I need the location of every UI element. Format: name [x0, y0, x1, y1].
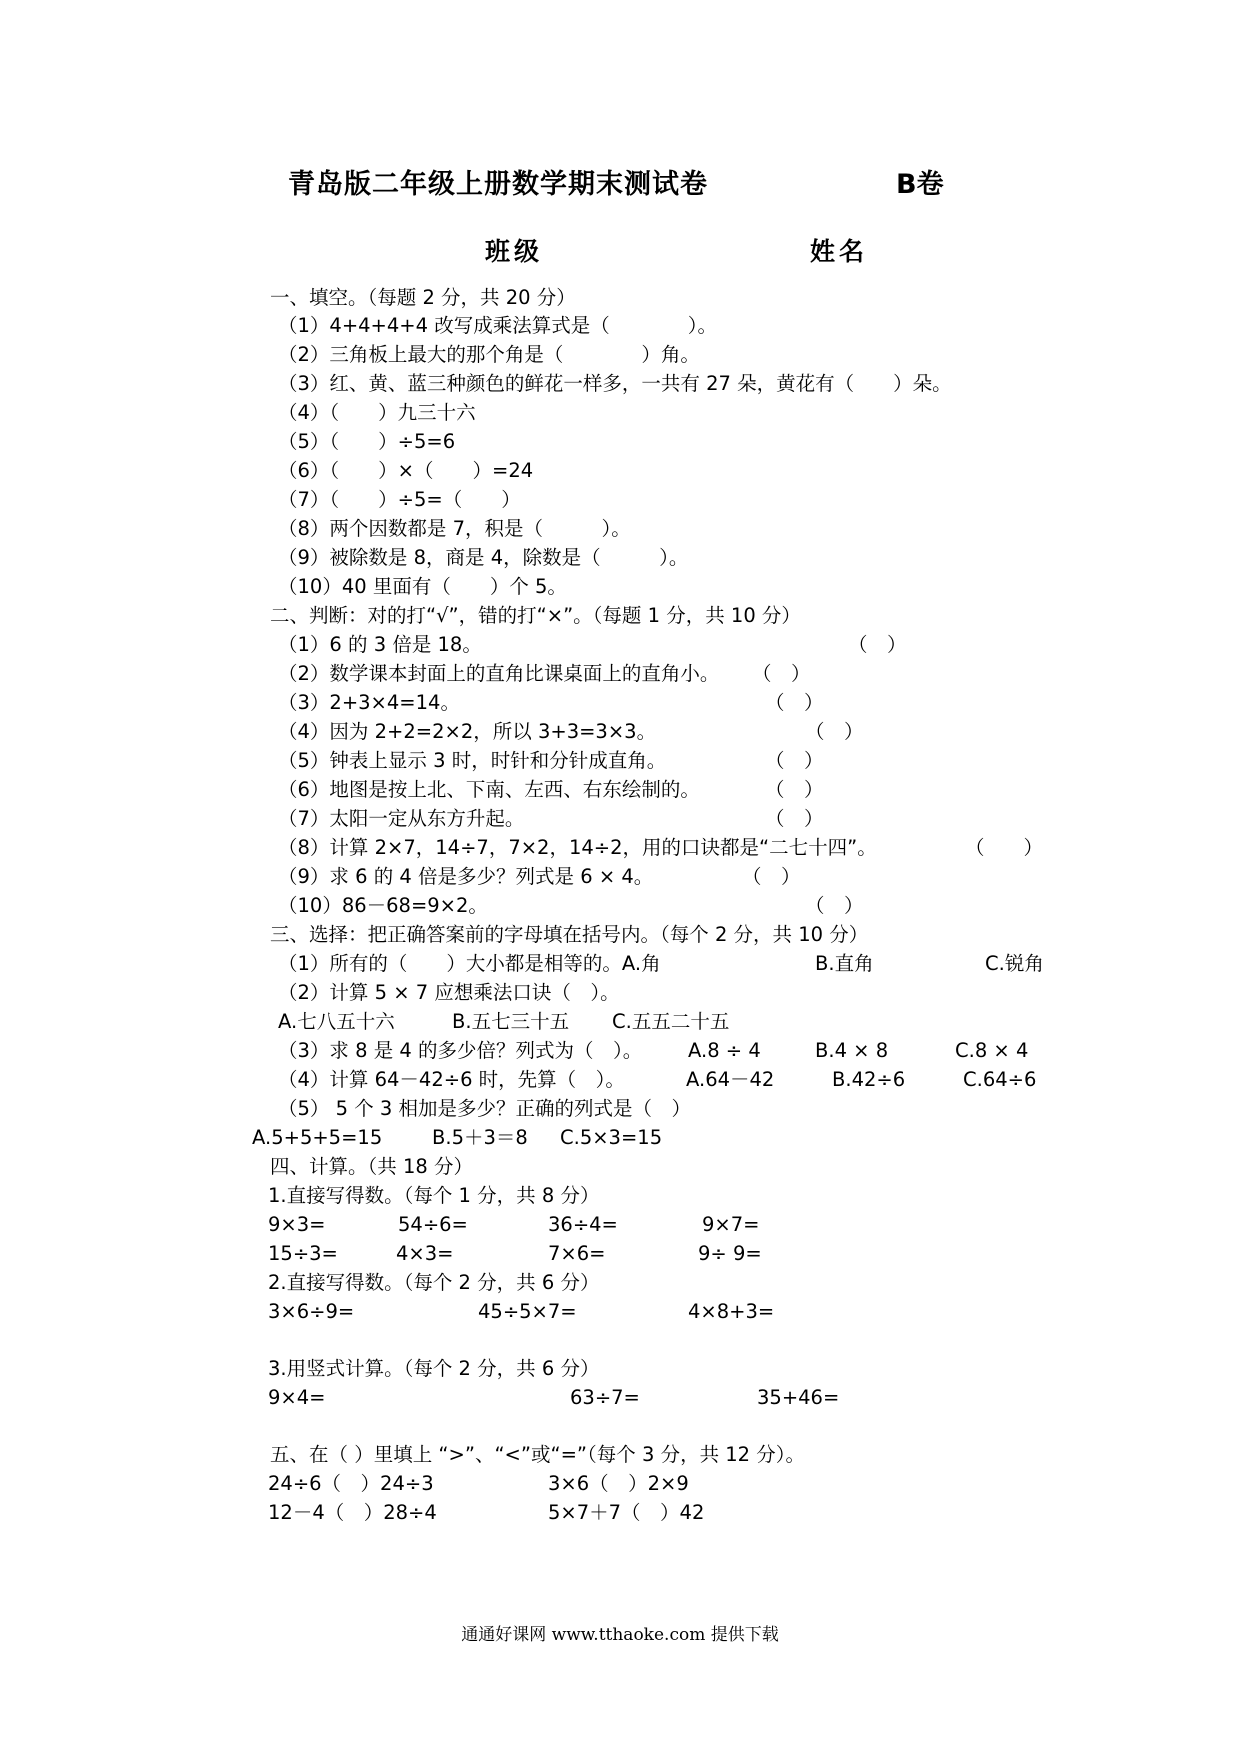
calc-item: 9×3= — [268, 1213, 326, 1236]
name-label: 姓名 — [810, 237, 869, 266]
choice-option-a: A.5+5+5=15 — [252, 1126, 383, 1149]
judge-item-text: （7）太阳一定从东方升起。 — [278, 807, 525, 830]
choice-question: （2）计算 5 × 7 应想乘法口诀（ ）。 — [278, 981, 620, 1004]
calc-item: 54÷6= — [398, 1213, 468, 1236]
judge-item-blank: （ ） — [765, 778, 824, 801]
fill-blank-item: （1）4+4+4+4 改写成乘法算式是（ ）。 — [278, 314, 717, 337]
choice-option-c: C.8 × 4 — [955, 1039, 1029, 1062]
choice-question: （4）计算 64－42÷6 时，先算（ ）。 — [278, 1068, 625, 1091]
calc-item: 4×8+3= — [688, 1300, 775, 1323]
judge-item-blank: （ ） — [965, 836, 1044, 859]
choice-option-b: B.直角 — [815, 952, 874, 975]
part3-heading: 3.用竖式计算。（每个 2 分，共 6 分） — [268, 1357, 600, 1380]
calc-item: 7×6= — [548, 1242, 606, 1265]
judge-item-blank: （ ） — [805, 720, 864, 743]
section5-heading: 五、在（ ）里填上 “>”、“<”或“=”（每个 3 分，共 12 分）。 — [270, 1443, 806, 1466]
judge-item-text: （4）因为 2+2=2×2，所以 3+3=3×3。 — [278, 720, 657, 743]
compare-item: 3×6（ ）2×9 — [548, 1472, 689, 1495]
judge-item-text: （5）钟表上显示 3 时，时针和分针成直角。 — [278, 749, 667, 772]
choice-option-a: A.64－42 — [686, 1068, 775, 1091]
fill-blank-item: （6）（ ）×（ ）=24 — [278, 459, 534, 482]
compare-item: 5×7＋7（ ）42 — [548, 1501, 705, 1524]
calc-item: 9×7= — [702, 1213, 760, 1236]
choice-option-b: B.4 × 8 — [815, 1039, 889, 1062]
fill-blank-item: （4）（ ）九三十六 — [278, 401, 476, 424]
choice-question: （3）求 8 是 4 的多少倍？列式为（ ）。 — [278, 1039, 643, 1062]
choice-option-c: C.5×3=15 — [560, 1126, 663, 1149]
judge-item-blank: （ ） — [742, 865, 801, 888]
judge-item-text: （3）2+3×4=14。 — [278, 691, 460, 714]
fill-blank-item: （9）被除数是 8，商是 4，除数是（ ）。 — [278, 546, 689, 569]
calc-item: 15÷3= — [268, 1242, 338, 1265]
choice-option-b: B.5＋3＝8 — [432, 1126, 528, 1149]
fill-blank-item: （3）红、黄、蓝三种颜色的鲜花一样多，一共有 27 朵，黄花有（ ）朵。 — [278, 372, 952, 395]
part2-heading: 2.直接写得数。（每个 2 分，共 6 分） — [268, 1271, 600, 1294]
section4-heading: 四、计算。（共 18 分） — [270, 1155, 473, 1178]
choice-option-c: C.锐角 — [985, 952, 1044, 975]
choice-question: （5） 5 个 3 相加是多少？正确的列式是（ ） — [278, 1097, 692, 1120]
section3-heading: 三、选择：把正确答案前的字母填在括号内。（每个 2 分，共 10 分） — [270, 923, 869, 946]
judge-item-blank: （ ） — [805, 894, 864, 917]
choice-option-b: B.五七三十五 — [452, 1010, 570, 1033]
download-footer: 通通好课网 www.tthaoke.com 提供下载 — [461, 1625, 779, 1645]
judge-item-text: （9）求 6 的 4 倍是多少？列式是 6 × 4。 — [278, 865, 654, 888]
judge-item-text: （1）6 的 3 倍是 18。 — [278, 633, 482, 656]
fill-blank-item: （8）两个因数都是 7，积是（ ）。 — [278, 517, 631, 540]
section1-heading: 一、填空。（每题 2 分，共 20 分） — [270, 286, 576, 309]
fill-blank-item: （2）三角板上最大的那个角是（ ）角。 — [278, 343, 700, 366]
judge-item-blank: （ ） — [765, 807, 824, 830]
judge-item-text: （2）数学课本封面上的直角比课桌面上的直角小。 — [278, 662, 720, 685]
compare-item: 12－4（ ）28÷4 — [268, 1501, 437, 1524]
compare-item: 24÷6（ ）24÷3 — [268, 1472, 434, 1495]
judge-item-text: （8）计算 2×7，14÷7，7×2，14÷2，用的口诀都是“二七十四”。 — [278, 836, 877, 859]
judge-item-blank: （ ） — [765, 691, 824, 714]
calc-item: 45÷5×7= — [478, 1300, 577, 1323]
calc-item: 4×3= — [396, 1242, 454, 1265]
part1-heading: 1.直接写得数。（每个 1 分，共 8 分） — [268, 1184, 600, 1207]
exam-volume: B卷 — [896, 169, 944, 200]
calc-item: 3×6÷9= — [268, 1300, 355, 1323]
exam-title: 青岛版二年级上册数学期末测试卷 — [288, 169, 708, 200]
choice-option-c: C.64÷6 — [963, 1068, 1037, 1091]
choice-option-c: C.五五二十五 — [612, 1010, 730, 1033]
fill-blank-item: （10）40 里面有（ ）个 5。 — [278, 575, 567, 598]
judge-item-blank: （ ） — [848, 633, 907, 656]
calc-item: 63÷7= — [570, 1386, 640, 1409]
choice-option-a: A.8 ÷ 4 — [688, 1039, 761, 1062]
judge-item-blank: （ ） — [752, 662, 811, 685]
section2-heading: 二、判断：对的打“√”，错的打“×”。（每题 1 分，共 10 分） — [270, 604, 801, 627]
fill-blank-item: （5）（ ）÷5=6 — [278, 430, 456, 453]
judge-item-blank: （ ） — [765, 749, 824, 772]
choice-option-b: B.42÷6 — [832, 1068, 906, 1091]
choice-question: （1）所有的（ ）大小都是相等的。A.角 — [278, 952, 661, 975]
calc-item: 36÷4= — [548, 1213, 618, 1236]
calc-item: 9×4= — [268, 1386, 326, 1409]
judge-item-text: （10）86－68=9×2。 — [278, 894, 488, 917]
calc-item: 9÷ 9= — [698, 1242, 762, 1265]
judge-item-text: （6）地图是按上北、下南、左西、右东绘制的。 — [278, 778, 700, 801]
fill-blank-item: （7）（ ）÷5=（ ） — [278, 488, 521, 511]
class-label: 班级 — [485, 237, 544, 266]
choice-option-a: A.七八五十六 — [278, 1010, 395, 1033]
calc-item: 35+46= — [757, 1386, 840, 1409]
